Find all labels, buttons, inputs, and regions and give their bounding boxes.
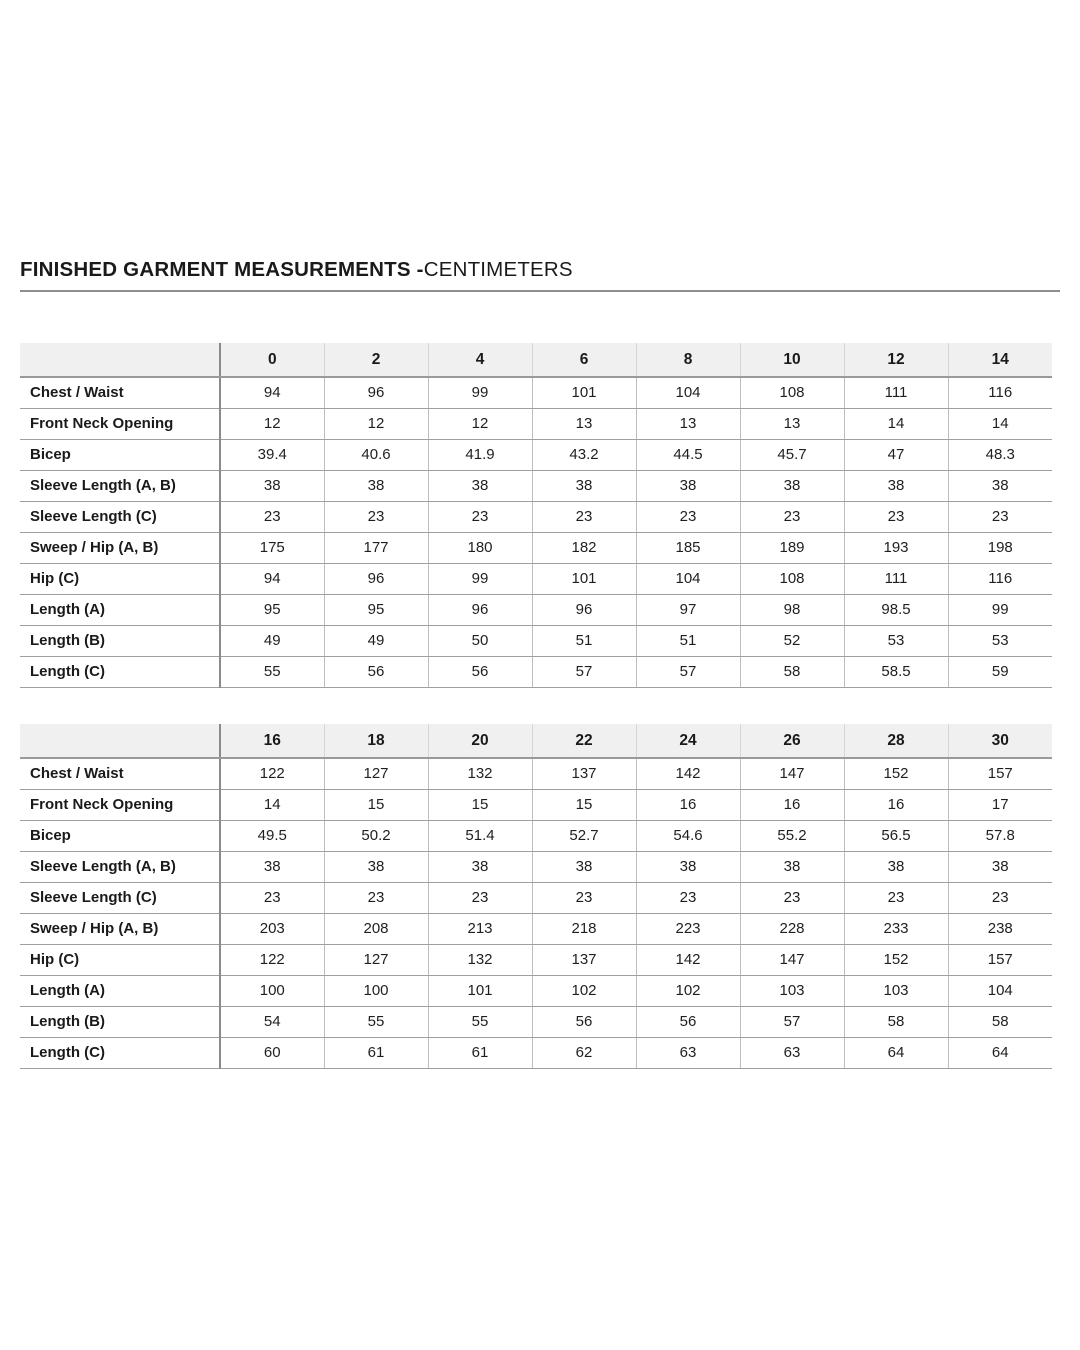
cell: 57 bbox=[532, 656, 636, 687]
cell: 38 bbox=[428, 851, 532, 882]
cell: 58 bbox=[948, 1006, 1052, 1037]
cell: 55.2 bbox=[740, 820, 844, 851]
table-row bbox=[20, 377, 1052, 408]
cell: 38 bbox=[324, 851, 428, 882]
row-label: Length (A) bbox=[20, 975, 220, 1006]
cell: 94 bbox=[220, 377, 324, 408]
row-label: Hip (C) bbox=[20, 944, 220, 975]
cell: 96 bbox=[428, 594, 532, 625]
row-label: Chest / Waist bbox=[20, 758, 220, 789]
cell: 111 bbox=[844, 377, 948, 408]
table-2-size-header: 22 bbox=[532, 724, 636, 758]
table-2-corner-cell bbox=[20, 724, 220, 758]
cell: 182 bbox=[532, 532, 636, 563]
cell: 41.9 bbox=[428, 439, 532, 470]
cell: 64 bbox=[948, 1037, 1052, 1068]
table-row bbox=[20, 656, 1052, 687]
cell: 203 bbox=[220, 913, 324, 944]
measurements-table-sizes-0-14 bbox=[20, 343, 1052, 688]
table-1-size-header: 6 bbox=[532, 343, 636, 377]
cell: 56 bbox=[324, 656, 428, 687]
cell: 49 bbox=[220, 625, 324, 656]
cell: 99 bbox=[428, 377, 532, 408]
cell: 49 bbox=[324, 625, 428, 656]
cell: 108 bbox=[740, 377, 844, 408]
cell: 23 bbox=[532, 501, 636, 532]
cell: 17 bbox=[948, 789, 1052, 820]
table-2-body bbox=[20, 758, 1052, 1068]
cell: 100 bbox=[220, 975, 324, 1006]
cell: 38 bbox=[220, 470, 324, 501]
row-label: Bicep bbox=[20, 439, 220, 470]
cell: 23 bbox=[532, 882, 636, 913]
cell: 38 bbox=[532, 851, 636, 882]
table-row bbox=[20, 882, 1052, 913]
cell: 198 bbox=[948, 532, 1052, 563]
cell: 98 bbox=[740, 594, 844, 625]
page-title-bold: FINISHED GARMENT MEASUREMENTS - bbox=[20, 258, 424, 281]
cell: 49.5 bbox=[220, 820, 324, 851]
cell: 95 bbox=[324, 594, 428, 625]
cell: 52.7 bbox=[532, 820, 636, 851]
cell: 38 bbox=[428, 470, 532, 501]
table-2-head bbox=[20, 724, 1052, 758]
cell: 13 bbox=[740, 408, 844, 439]
cell: 142 bbox=[636, 944, 740, 975]
cell: 122 bbox=[220, 758, 324, 789]
cell: 38 bbox=[740, 470, 844, 501]
cell: 100 bbox=[324, 975, 428, 1006]
table-row bbox=[20, 975, 1052, 1006]
row-label: Front Neck Opening bbox=[20, 789, 220, 820]
cell: 193 bbox=[844, 532, 948, 563]
cell: 12 bbox=[324, 408, 428, 439]
cell: 16 bbox=[636, 789, 740, 820]
cell: 228 bbox=[740, 913, 844, 944]
cell: 51.4 bbox=[428, 820, 532, 851]
row-label: Sleeve Length (A, B) bbox=[20, 851, 220, 882]
cell: 38 bbox=[844, 851, 948, 882]
table-row bbox=[20, 594, 1052, 625]
cell: 55 bbox=[428, 1006, 532, 1037]
cell: 51 bbox=[636, 625, 740, 656]
cell: 38 bbox=[532, 470, 636, 501]
cell: 218 bbox=[532, 913, 636, 944]
row-label: Front Neck Opening bbox=[20, 408, 220, 439]
table-1-head bbox=[20, 343, 1052, 377]
cell: 157 bbox=[948, 758, 1052, 789]
cell: 57 bbox=[636, 656, 740, 687]
cell: 98.5 bbox=[844, 594, 948, 625]
cell: 61 bbox=[428, 1037, 532, 1068]
cell: 15 bbox=[428, 789, 532, 820]
cell: 152 bbox=[844, 944, 948, 975]
cell: 99 bbox=[428, 563, 532, 594]
cell: 175 bbox=[220, 532, 324, 563]
cell: 180 bbox=[428, 532, 532, 563]
cell: 96 bbox=[532, 594, 636, 625]
table-2-header-row bbox=[20, 724, 1052, 758]
cell: 15 bbox=[324, 789, 428, 820]
cell: 127 bbox=[324, 758, 428, 789]
table-row bbox=[20, 944, 1052, 975]
cell: 58.5 bbox=[844, 656, 948, 687]
cell: 23 bbox=[428, 882, 532, 913]
cell: 61 bbox=[324, 1037, 428, 1068]
cell: 101 bbox=[428, 975, 532, 1006]
table-1-body bbox=[20, 377, 1052, 687]
table-row bbox=[20, 913, 1052, 944]
cell: 51 bbox=[532, 625, 636, 656]
cell: 147 bbox=[740, 758, 844, 789]
cell: 54.6 bbox=[636, 820, 740, 851]
cell: 116 bbox=[948, 563, 1052, 594]
row-label: Sleeve Length (A, B) bbox=[20, 470, 220, 501]
table-1-size-header: 8 bbox=[636, 343, 740, 377]
cell: 152 bbox=[844, 758, 948, 789]
row-label: Length (A) bbox=[20, 594, 220, 625]
cell: 23 bbox=[740, 501, 844, 532]
table-1-size-header: 4 bbox=[428, 343, 532, 377]
cell: 101 bbox=[532, 377, 636, 408]
cell: 23 bbox=[948, 882, 1052, 913]
cell: 103 bbox=[740, 975, 844, 1006]
row-label: Sweep / Hip (A, B) bbox=[20, 532, 220, 563]
cell: 48.3 bbox=[948, 439, 1052, 470]
cell: 38 bbox=[220, 851, 324, 882]
table-2-size-header: 26 bbox=[740, 724, 844, 758]
table-row bbox=[20, 439, 1052, 470]
cell: 116 bbox=[948, 377, 1052, 408]
page-title bbox=[20, 258, 1060, 282]
row-label: Sweep / Hip (A, B) bbox=[20, 913, 220, 944]
cell: 137 bbox=[532, 758, 636, 789]
table-row bbox=[20, 532, 1052, 563]
cell: 56 bbox=[532, 1006, 636, 1037]
measurements-table-sizes-16-30 bbox=[20, 724, 1052, 1069]
cell: 38 bbox=[324, 470, 428, 501]
cell: 23 bbox=[844, 501, 948, 532]
cell: 223 bbox=[636, 913, 740, 944]
title-divider bbox=[20, 290, 1060, 292]
cell: 23 bbox=[844, 882, 948, 913]
cell: 38 bbox=[948, 851, 1052, 882]
cell: 38 bbox=[948, 470, 1052, 501]
row-label: Sleeve Length (C) bbox=[20, 501, 220, 532]
cell: 23 bbox=[220, 882, 324, 913]
cell: 39.4 bbox=[220, 439, 324, 470]
cell: 50.2 bbox=[324, 820, 428, 851]
cell: 122 bbox=[220, 944, 324, 975]
row-label: Hip (C) bbox=[20, 563, 220, 594]
row-label: Bicep bbox=[20, 820, 220, 851]
cell: 55 bbox=[220, 656, 324, 687]
table-row bbox=[20, 820, 1052, 851]
cell: 208 bbox=[324, 913, 428, 944]
cell: 94 bbox=[220, 563, 324, 594]
cell: 58 bbox=[740, 656, 844, 687]
cell: 103 bbox=[844, 975, 948, 1006]
cell: 238 bbox=[948, 913, 1052, 944]
cell: 56 bbox=[636, 1006, 740, 1037]
cell: 15 bbox=[532, 789, 636, 820]
row-label: Length (B) bbox=[20, 1006, 220, 1037]
cell: 45.7 bbox=[740, 439, 844, 470]
cell: 57 bbox=[740, 1006, 844, 1037]
cell: 13 bbox=[532, 408, 636, 439]
cell: 13 bbox=[636, 408, 740, 439]
cell: 64 bbox=[844, 1037, 948, 1068]
cell: 62 bbox=[532, 1037, 636, 1068]
table-row bbox=[20, 851, 1052, 882]
cell: 95 bbox=[220, 594, 324, 625]
cell: 23 bbox=[428, 501, 532, 532]
cell: 53 bbox=[948, 625, 1052, 656]
cell: 54 bbox=[220, 1006, 324, 1037]
cell: 63 bbox=[740, 1037, 844, 1068]
cell: 38 bbox=[636, 851, 740, 882]
cell: 43.2 bbox=[532, 439, 636, 470]
table-2-size-header: 18 bbox=[324, 724, 428, 758]
cell: 56.5 bbox=[844, 820, 948, 851]
cell: 38 bbox=[636, 470, 740, 501]
table-1-size-header: 2 bbox=[324, 343, 428, 377]
table-2-size-header: 28 bbox=[844, 724, 948, 758]
cell: 213 bbox=[428, 913, 532, 944]
cell: 14 bbox=[220, 789, 324, 820]
table-row bbox=[20, 501, 1052, 532]
cell: 58 bbox=[844, 1006, 948, 1037]
cell: 38 bbox=[740, 851, 844, 882]
cell: 127 bbox=[324, 944, 428, 975]
table-1-size-header: 14 bbox=[948, 343, 1052, 377]
table-2-size-header: 20 bbox=[428, 724, 532, 758]
cell: 60 bbox=[220, 1037, 324, 1068]
cell: 157 bbox=[948, 944, 1052, 975]
cell: 147 bbox=[740, 944, 844, 975]
cell: 101 bbox=[532, 563, 636, 594]
cell: 40.6 bbox=[324, 439, 428, 470]
cell: 97 bbox=[636, 594, 740, 625]
cell: 23 bbox=[324, 501, 428, 532]
cell: 102 bbox=[532, 975, 636, 1006]
row-label: Chest / Waist bbox=[20, 377, 220, 408]
cell: 16 bbox=[740, 789, 844, 820]
cell: 111 bbox=[844, 563, 948, 594]
row-label: Length (B) bbox=[20, 625, 220, 656]
cell: 23 bbox=[220, 501, 324, 532]
cell: 14 bbox=[844, 408, 948, 439]
cell: 102 bbox=[636, 975, 740, 1006]
cell: 23 bbox=[948, 501, 1052, 532]
cell: 132 bbox=[428, 758, 532, 789]
table-1-header-row bbox=[20, 343, 1052, 377]
cell: 23 bbox=[636, 501, 740, 532]
table-row bbox=[20, 625, 1052, 656]
cell: 12 bbox=[220, 408, 324, 439]
row-label: Length (C) bbox=[20, 656, 220, 687]
table-row bbox=[20, 758, 1052, 789]
cell: 104 bbox=[636, 377, 740, 408]
cell: 38 bbox=[844, 470, 948, 501]
row-label: Length (C) bbox=[20, 1037, 220, 1068]
cell: 185 bbox=[636, 532, 740, 563]
table-1-corner-cell bbox=[20, 343, 220, 377]
cell: 47 bbox=[844, 439, 948, 470]
cell: 233 bbox=[844, 913, 948, 944]
table-row bbox=[20, 1037, 1052, 1068]
cell: 63 bbox=[636, 1037, 740, 1068]
table-1-size-header: 12 bbox=[844, 343, 948, 377]
page-title-units: CENTIMETERS bbox=[423, 258, 573, 281]
table-row bbox=[20, 408, 1052, 439]
row-label: Sleeve Length (C) bbox=[20, 882, 220, 913]
cell: 104 bbox=[948, 975, 1052, 1006]
cell: 56 bbox=[428, 656, 532, 687]
cell: 23 bbox=[324, 882, 428, 913]
cell: 57.8 bbox=[948, 820, 1052, 851]
cell: 108 bbox=[740, 563, 844, 594]
cell: 137 bbox=[532, 944, 636, 975]
cell: 96 bbox=[324, 563, 428, 594]
cell: 14 bbox=[948, 408, 1052, 439]
table-row bbox=[20, 563, 1052, 594]
table-2-size-header: 24 bbox=[636, 724, 740, 758]
cell: 96 bbox=[324, 377, 428, 408]
table-1-size-header: 0 bbox=[220, 343, 324, 377]
table-row bbox=[20, 470, 1052, 501]
table-row bbox=[20, 789, 1052, 820]
cell: 16 bbox=[844, 789, 948, 820]
cell: 132 bbox=[428, 944, 532, 975]
cell: 53 bbox=[844, 625, 948, 656]
cell: 59 bbox=[948, 656, 1052, 687]
cell: 52 bbox=[740, 625, 844, 656]
cell: 104 bbox=[636, 563, 740, 594]
table-row bbox=[20, 1006, 1052, 1037]
cell: 50 bbox=[428, 625, 532, 656]
table-2-size-header: 30 bbox=[948, 724, 1052, 758]
cell: 189 bbox=[740, 532, 844, 563]
table-2-size-header: 16 bbox=[220, 724, 324, 758]
page-title-block bbox=[20, 258, 1060, 292]
cell: 99 bbox=[948, 594, 1052, 625]
cell: 12 bbox=[428, 408, 532, 439]
cell: 23 bbox=[740, 882, 844, 913]
cell: 44.5 bbox=[636, 439, 740, 470]
cell: 55 bbox=[324, 1006, 428, 1037]
cell: 142 bbox=[636, 758, 740, 789]
cell: 177 bbox=[324, 532, 428, 563]
table-1-size-header: 10 bbox=[740, 343, 844, 377]
cell: 23 bbox=[636, 882, 740, 913]
